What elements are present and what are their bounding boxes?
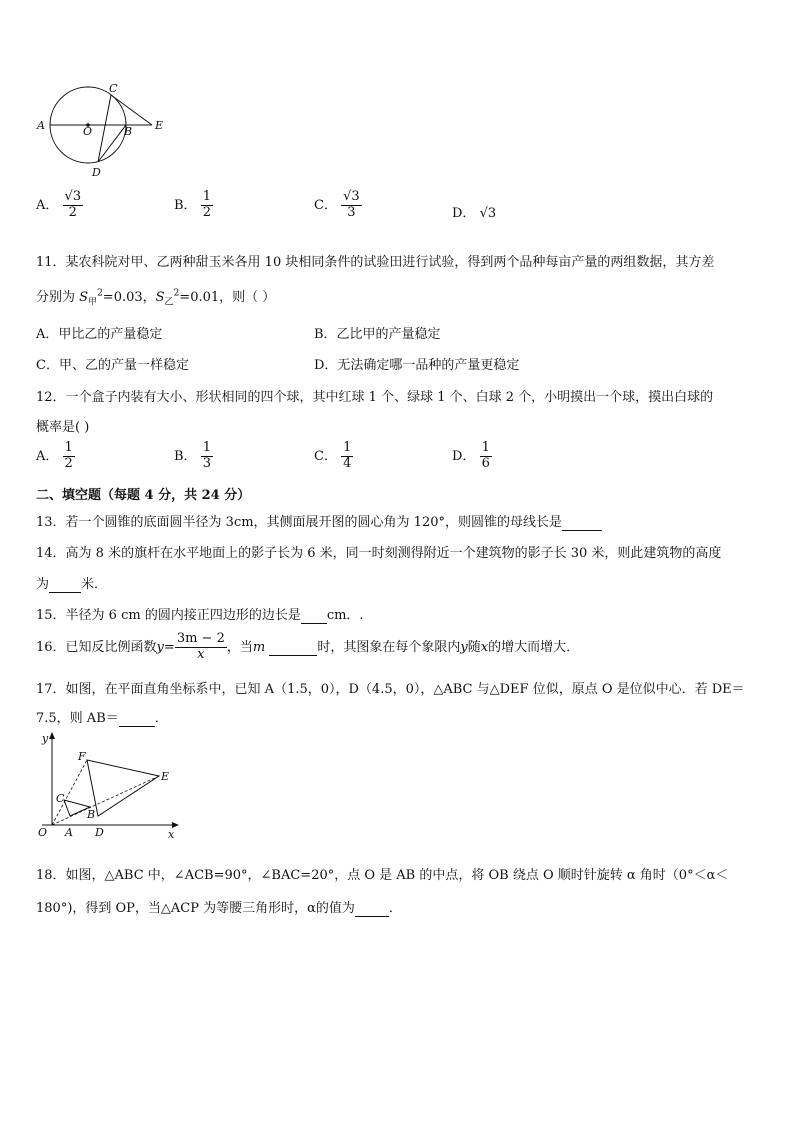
triangle-def xyxy=(87,760,159,816)
q15-answer-blank[interactable] xyxy=(301,608,327,624)
label-a: A xyxy=(37,119,45,132)
q13-answer-blank[interactable] xyxy=(562,515,602,531)
q11-line2: 分别为 $S_甲^2=0.03$，$S_乙^2=0.01$，则（ ） xyxy=(36,288,276,308)
label-e: E xyxy=(161,770,170,783)
q16: 16．已知反比例函数y= $\frac{3m - 2}{x}$ ，当m 时，其图象在每个象限内y随x的增大而增大． xyxy=(36,631,580,662)
q17-answer-blank[interactable] xyxy=(119,711,155,727)
q11-option-d: D．无法确定哪一品种的产量更稳定 xyxy=(314,358,520,373)
section-title-fill-in: 二、填空题（每题 4 分，共 24 分） xyxy=(36,488,251,503)
label-x: x xyxy=(168,828,175,841)
q17-line1: 17．如图，在平面直角坐标系中，已知 A（1.5，0），D（4.5，0），△ABC 与△DEF 位似，原点 O 是位似中心．若 DE＝ xyxy=(36,682,745,697)
q12-line1: 12．一个盒子内装有大小、形状相同的四个球，其中红球 1 个、绿球 1 个、白球 2 个，小明摸出一个球，摸出白球的 xyxy=(36,390,714,405)
line-db xyxy=(98,125,126,162)
label-c: C xyxy=(109,82,118,95)
line-ce xyxy=(111,95,152,125)
q12-line2: 概率是( ) xyxy=(36,420,90,435)
q12-option-b: B． $\frac{1}{3}$ xyxy=(174,440,211,471)
q10-option-b-fraction: $\frac{1}{2}$ xyxy=(202,189,211,220)
q11-option-c: C．甲、乙的产量一样稳定 xyxy=(36,358,189,373)
label-o: O xyxy=(83,125,93,138)
q12-option-d: D． $\frac{1}{6}$ xyxy=(452,440,490,471)
coordinate-figure xyxy=(34,730,184,845)
q14-line2: 为 米． xyxy=(36,577,108,592)
q12-option-a: A． $\frac{1}{2}$ xyxy=(36,440,73,471)
q18-answer-blank[interactable] xyxy=(355,901,389,917)
q16-answer-blank[interactable] xyxy=(269,640,317,656)
q14-answer-blank[interactable] xyxy=(49,577,81,593)
q10-option-b: B． $\frac{1}{2}$ xyxy=(174,189,211,220)
y-axis-arrow xyxy=(49,732,55,739)
label-d: D xyxy=(95,826,104,839)
q10-option-d: D． √3 xyxy=(452,206,497,221)
label-d: D xyxy=(92,166,101,179)
q11-option-a: A．甲比乙的产量稳定 xyxy=(36,327,163,342)
q14-line1: 14．高为 8 米的旗杆在水平地面上的影子长为 6 米，同一时刻测得附近一个建筑物的影子长 30 米，则此建筑物的高度 xyxy=(36,546,722,561)
q17-line2: 7.5，则 AB＝ ． xyxy=(36,711,168,726)
q18-line1: 18．如图，△ABC 中，∠ACB=90°，∠BAC=20°，点 O 是 AB 的中点，将 OB 绕点 O 顺时针旋转 α 角时（0°＜α＜ xyxy=(36,868,729,883)
q10-option-c: C． $\frac{√3}{3}$ xyxy=(314,189,360,220)
q16-fraction: $\frac{3m - 2}{x}$ xyxy=(176,631,225,662)
q12-option-c: C． $\frac{1}{4}$ xyxy=(314,440,352,471)
q18-line2: 180°)，得到 OP，当△ACP 为等腰三角形时，α的值为 ． xyxy=(36,901,402,916)
label-a: A xyxy=(65,826,73,839)
q10-option-a-fraction: $\frac{√3}{2}$ xyxy=(64,189,82,220)
label-f: F xyxy=(78,750,86,763)
label-o: O xyxy=(38,826,48,839)
q11-line1: 11．某农科院对甲、乙两种甜玉米各用 10 块相同条件的试验田进行试验，得到两个品种每亩产量的两组数据，其方差 xyxy=(36,255,715,270)
q10-option-c-fraction: $\frac{√3}{3}$ xyxy=(343,189,360,220)
label-b: B xyxy=(87,808,96,821)
q10-option-a: A． $\frac{√3}{2}$ xyxy=(36,189,82,220)
circle-figure xyxy=(34,80,174,180)
q11-option-b: B．乙比甲的产量稳定 xyxy=(314,327,441,342)
line-cd xyxy=(98,95,111,162)
q13: 13．若一个圆锥的底面圆半径为 3cm，其侧面展开图的圆心角为 120°，则圆锥的母线长是 xyxy=(36,511,602,531)
label-e: E xyxy=(155,119,164,132)
dash-oe xyxy=(52,776,159,825)
label-y: y xyxy=(42,732,49,745)
q15: 15．半径为 6 cm 的圆内接正四边形的边长是 cm．. xyxy=(36,608,364,623)
label-b: B xyxy=(124,125,133,138)
label-c: C xyxy=(56,792,65,805)
